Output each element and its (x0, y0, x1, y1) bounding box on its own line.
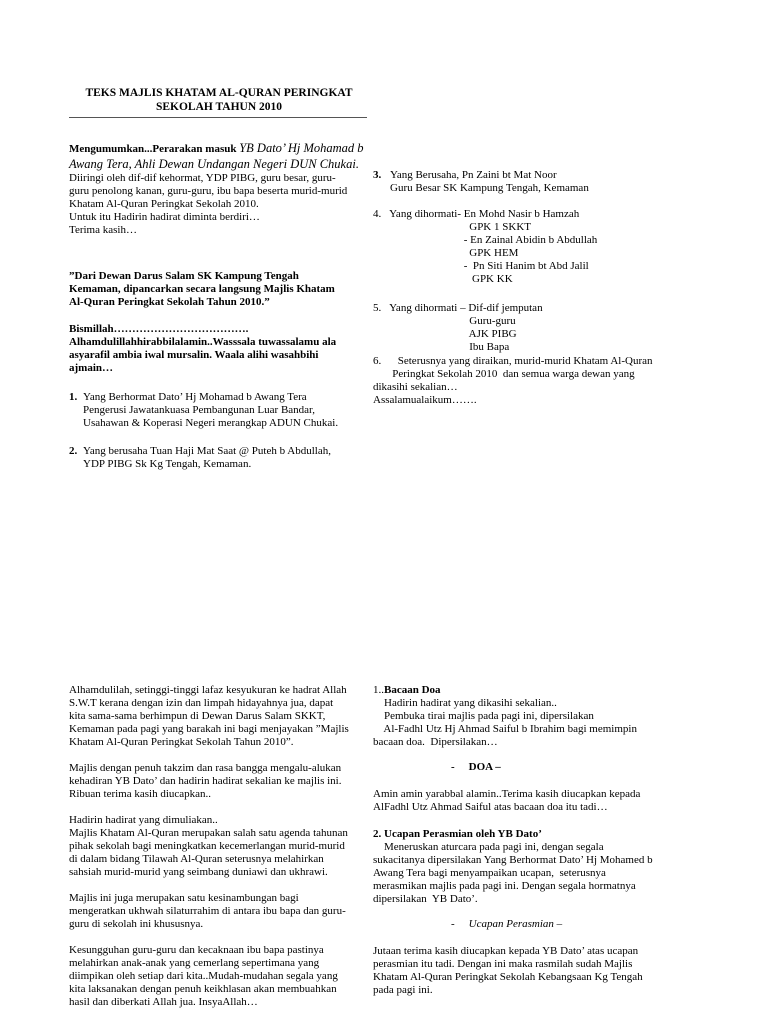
perasmian-text: Ucapan Perasmian – (468, 918, 563, 930)
list-item-text: Yang berusaha Tuan Haji Mat Saat @ Puteh b Abdullah, YDP PIBG Sk Kg Tengah, Kemaman. (83, 445, 331, 470)
paragraph: Majlis ini juga merupakan satu kesinambungan bagi mengeratkan ukhwah silaturrahim di antara ibu bapa dan guru- guru di sekolah ini khususnya. (69, 892, 346, 930)
broadcast-block (69, 270, 369, 309)
list-item-text: Yang Berhormat Dato’ Hj Mohamad b Awang Tera Pengerusi Jawatankuasa Pembangunan Luar Bandar, Usahawan & Koperasi Negeri merangkap ADUN Chukai. (83, 391, 339, 429)
perasmian-label (373, 918, 718, 931)
jutaan-text: Jutaan terima kasih diucapkan kepada YB Dato’ atas ucapan perasmian itu tadi. Dengan ini maka rasmilah sudah Majlis Khatam Al-Quran Peringkat Sekolah Kebangsaan Kg Tengah pada pagi ini. (373, 945, 643, 996)
announcement-heading (69, 140, 369, 172)
page2-right-column (373, 684, 718, 997)
doa-dash: - (451, 761, 455, 773)
list-item-text: 4. Yang dihormati- En Mohd Nasir b Hamzah GPK 1 SKKT - En Zainal Abidin b Abdullah GPK HEM - Pn Siti Hanim bt Abd Jalil GPK KK (373, 208, 598, 285)
guest-item-4 (373, 208, 713, 286)
bismillah-block (69, 323, 369, 375)
perasmian-dash: - (451, 918, 455, 930)
bacaan-title: Bacaan Doa (384, 684, 441, 696)
list-item-text: 5. Yang dihormati – Dif-dif jemputan Guru-guru AJK PIBG Ibu Bapa (373, 302, 543, 353)
page1-left-column (69, 86, 369, 114)
document-title: TEKS MAJLIS KHATAM AL-QURAN PERINGKAT SEKOLAH TAHUN 2010 (85, 87, 353, 113)
bacaan-doa-heading (373, 684, 718, 697)
doa-text: DOA – (468, 761, 501, 773)
list-item (69, 445, 369, 471)
bacaan-number: 1.. (373, 684, 384, 696)
list-item-number: 3. (373, 169, 382, 181)
list-item-number: 2. (69, 445, 78, 457)
amin-text: Amin amin yarabbal alamin..Terima kasih diucapkan kepada AlFadhl Utz Ahmad Saiful atas bacaan doa itu tadi… (373, 788, 641, 813)
guest-item-5 (373, 302, 713, 354)
bismillah-text: Bismillah………………………………. Alhamdulillahhirabbilalamin..Wasssala tuwassalamu ala asyarafil ambia iwal mursalin. Waala alihi wasahbihi ajmain… (69, 323, 337, 374)
broadcast-text: ”Dari Dewan Darus Salam SK Kampung Tengah Kemaman, dipancarkan secara langsung Majlis Khatam Al-Quran Peringkat Sekolah Tahun 2010.” (69, 270, 335, 308)
list-item (373, 169, 713, 195)
paragraph: Alhamdulilah, setinggi-tinggi lafaz kesyukuran ke hadrat Allah S.W.T kerana dengan izin dan limpah hidayahnya jua, dapat kita sama-sama berhimpun di Dewan Darus Salam SKKT, Kemaman pada pagi yang barakah ini bagi menjayakan ”Majlis Khatam Al-Quran Peringkat Sekolah Tahun 2010”. (69, 684, 349, 748)
list-item-number: 1. (69, 391, 78, 403)
doa-label (373, 761, 718, 774)
list-item (69, 391, 369, 430)
paragraph: Kesungguhan guru-guru dan kecaknaan ibu bapa pastinya melahirkan anak-anak yang cemerlang sepertimana yang diimpikan oleh setiap dari kita..Mudah-mudahan segala yang kita laksanakan dengan penuh keikhlasan akan membuahkan hasil dan diberkati Allah jua. InsyaAllah… (69, 944, 338, 1008)
list-item-text: Yang Berusaha, Pn Zaini bt Mat Noor Guru Besar SK Kampung Tengah, Kemaman (390, 169, 589, 194)
announcement-block (69, 140, 369, 237)
announcement-body: Diiringi oleh dif-dif kehormat, YDP PIBG, guru besar, guru- guru penolong kanan, guru-guru, ibu bapa beserta murid-murid Khatam Al-Quran Peringkat Sekolah 2010. Untuk itu Hadirin hadirat diminta berdiri… Terima kasih… (69, 172, 348, 236)
guest-item-3 (373, 169, 713, 195)
title-divider (69, 117, 367, 118)
guest-item-6 (373, 355, 718, 407)
page2-left-column (69, 684, 374, 1009)
announcement-italic: YB Dato’ Hj Mohamad b Awang Tera, Ahli Dewan Undangan Negeri DUN Chukai. (69, 141, 364, 171)
guest-list-left (69, 391, 369, 471)
paragraph: Majlis dengan penuh takzim dan rasa bangga mengalu-alukan kehadiran YB Dato’ dan hadirin hadirat sekalian ke majlis ini. Ribuan terima kasih diucapkan.. (69, 762, 342, 800)
ucapan-body: Meneruskan aturcara pada pagi ini, dengan segala sukacitanya dipersilakan Yang Berhormat Dato’ Hj Mohamed b Awang Tera bagi menyampaikan ucapan, seterusnya merasmikan majlis pada pagi ini. Dengan segala hormatnya dipersilakan YB Dato’. (373, 841, 653, 905)
bacaan-body: Hadirin hadirat yang dikasihi sekalian.. Pembuka tirai majlis pada pagi ini, dipersilakan Al-Fadhl Utz Hj Ahmad Saiful b Ibrahim bagi memimpin bacaan doa. Dipersilakan… (373, 697, 637, 748)
closing-text: 6. Seterusnya yang diraikan, murid-murid Khatam Al-Quran Peringkat Sekolah 2010 dan semua warga dewan yang dikasihi sekalian… Assalamualaikum……. (373, 355, 653, 406)
announcement-bold: Mengumumkan...Perarakan masuk (69, 143, 240, 155)
paragraph: Hadirin hadirat yang dimuliakan.. Majlis Khatam Al-Quran merupakan salah satu agenda tahunan pihak sekolah bagi meningkatkan kecemerlangan murid-murid di dalam bidang Tilawah Al-Quran seterusnya melahirkan sahsiah murid-murid yang seimbang duniawi dan ukhrawi. (69, 814, 348, 878)
ucapan-title: 2. Ucapan Perasmian oleh YB Dato’ (373, 828, 542, 840)
